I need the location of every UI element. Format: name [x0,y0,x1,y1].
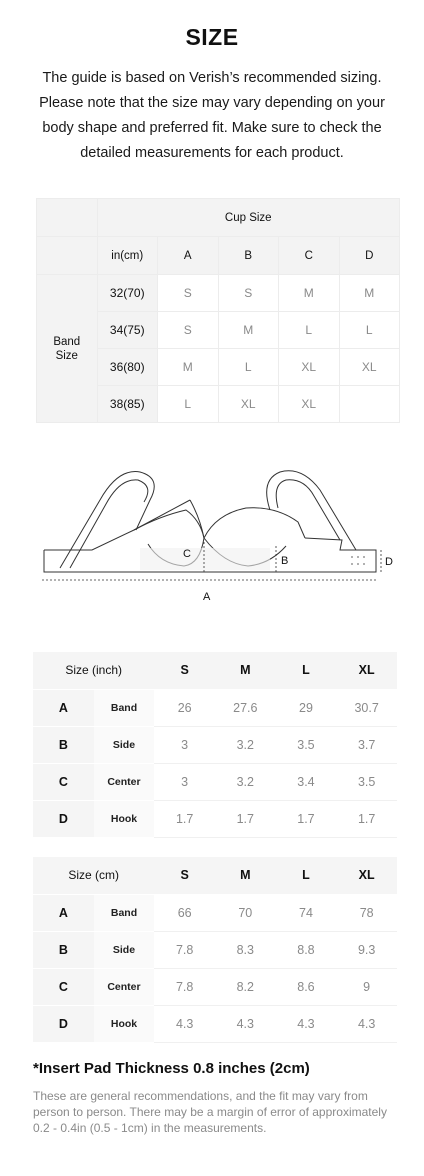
size-header: M [215,857,276,894]
label-c: C [183,548,191,560]
band-row-header: 32(70) [97,275,158,312]
measure-cell: 1.7 [336,800,397,837]
measure-cell: 26 [154,689,215,726]
row-letter: B [33,931,94,968]
band-row-header: 38(85) [97,386,158,423]
measure-cell: 1.7 [154,800,215,837]
measure-cell: 78 [336,894,397,931]
measure-cell: 9.3 [336,931,397,968]
row-part: Hook [94,800,155,837]
band-size-text: Band Size [53,335,81,362]
size-header: XL [336,857,397,894]
cm-measurement-table [33,857,397,1043]
unit-label: in(cm) [97,237,158,275]
row-letter: A [33,689,94,726]
cup-size-header: Cup Size [97,199,400,237]
size-cell: M [158,349,219,386]
measure-cell: 1.7 [215,800,276,837]
row-part: Side [94,931,155,968]
measure-cell: 30.7 [336,689,397,726]
cup-header: B [218,237,279,275]
table-row [33,968,397,1005]
row-part: Side [94,726,155,763]
row-part: Hook [94,1005,155,1042]
measure-cell: 4.3 [154,1005,215,1042]
measure-cell: 8.6 [276,968,337,1005]
measure-cell: 3.2 [215,726,276,763]
measure-cell: 8.8 [276,931,337,968]
measure-cell: 9 [336,968,397,1005]
measure-cell: 66 [154,894,215,931]
size-cell: L [279,312,340,349]
size-cell: L [158,386,219,423]
measure-cell: 3 [154,726,215,763]
band-size-label [37,275,98,423]
label-d: D [385,556,393,568]
table-row [33,763,397,800]
row-letter: C [33,763,94,800]
size-cell: XL [279,386,340,423]
row-letter: A [33,894,94,931]
cup-size-table [36,198,400,423]
size-cell: M [218,312,279,349]
row-part: Band [94,689,155,726]
table-row [33,1005,397,1042]
size-cell: S [158,312,219,349]
measure-cell: 3 [154,763,215,800]
pad-thickness-note: *Insert Pad Thickness 0.8 inches (2cm) [33,1060,310,1077]
size-header: L [276,857,337,894]
measure-cell: 1.7 [276,800,337,837]
size-cell: S [158,275,219,312]
left-wing-outline [44,500,190,550]
table-row [33,931,397,968]
size-cell: S [218,275,279,312]
band-row-header: 34(75) [97,312,158,349]
size-cell: XL [339,349,400,386]
right-cup [204,508,305,538]
measure-cell: 3.5 [276,726,337,763]
measure-cell: 3.7 [336,726,397,763]
measure-cell: 27.6 [215,689,276,726]
size-cell: XL [218,386,279,423]
measure-cell: 3.2 [215,763,276,800]
cup-header: A [158,237,219,275]
row-part: Band [94,894,155,931]
size-header: S [154,652,215,689]
band-row-header: 36(80) [97,349,158,386]
measure-cell: 3.4 [276,763,337,800]
inch-measurement-table [33,652,397,838]
measure-cell: 8.3 [215,931,276,968]
measure-cell: 29 [276,689,337,726]
table-row [33,689,397,726]
measure-cell: 4.3 [215,1005,276,1042]
table-header-label: Size (inch) [33,652,154,689]
measure-cell: 4.3 [336,1005,397,1042]
measure-cell: 7.8 [154,968,215,1005]
measure-cell: 3.5 [336,763,397,800]
cup-header: D [339,237,400,275]
bra-measurement-diagram [40,460,396,610]
size-header: S [154,857,215,894]
page-title: SIZE [185,24,239,50]
measure-cell: 8.2 [215,968,276,1005]
label-b: B [281,555,289,567]
size-cell: XL [279,349,340,386]
table-row [33,894,397,931]
disclaimer-text: These are general recommendations, and the fit may vary from person to person. There may be a margin of error of approximately 0.2 - 0.4in (0.5 - 1cm) in the measurements. [33,1089,387,1135]
size-cell: L [339,312,400,349]
size-cell: M [339,275,400,312]
row-letter: D [33,800,94,837]
size-cell: L [218,349,279,386]
measure-cell: 7.8 [154,931,215,968]
size-header: XL [336,652,397,689]
table-row [33,726,397,763]
size-cell: M [279,275,340,312]
size-cell [339,386,400,423]
label-a: A [203,591,211,603]
row-letter: D [33,1005,94,1042]
table-header-label: Size (cm) [33,857,154,894]
table-row [33,800,397,837]
row-letter: C [33,968,94,1005]
measure-cell: 4.3 [276,1005,337,1042]
row-letter: B [33,726,94,763]
size-header: M [215,652,276,689]
cup-header: C [279,237,340,275]
measure-cell: 74 [276,894,337,931]
row-part: Center [94,968,155,1005]
measure-cell: 70 [215,894,276,931]
size-header: L [276,652,337,689]
intro-text: The guide is based on Verish’s recommended sizing. Please note that the size may vary depending on your body shape and preferred fit. Make sure to check the detailed measurements for each product. [39,70,385,161]
row-part: Center [94,763,155,800]
